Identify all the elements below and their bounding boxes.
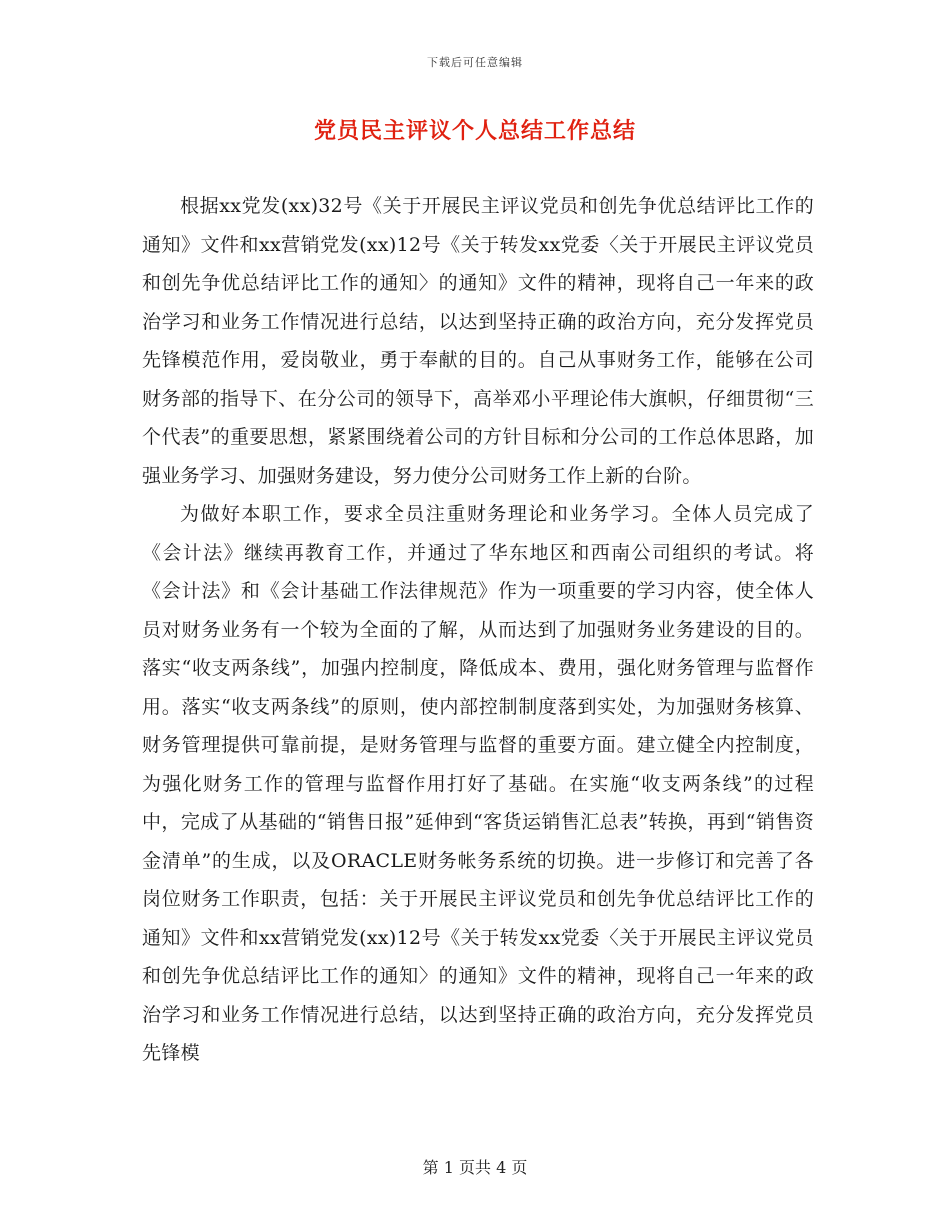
document-title: 党员民主评议个人总结工作总结 <box>313 118 636 144</box>
header-note: 下载后可任意编辑 <box>427 56 523 69</box>
paragraph-2: 为做好本职工作，要求全员注重财务理论和业务学习。全体人员完成了《会计法》继续再教育工作，并通过了华东地区和西南公司组织的考试。将《会计法》和《会计基础工作法律规范》作为一项重要的学习内容，使全体人员对财务业务有一个较为全面的了解，从而达到了加强财务业务建设的目的。落实“收支两条线”，加强内控制度，降低成本、费用，强化财务管理与监督作用。落实“收支两条线”的原则，使内部控制制度落到实处，为加强财务核算、财务管理提供可靠前提，是财务管理与监督的重要方面。建立健全内控制度，为强化财务工作的管理与监督作用打好了基础。在实施“收支两条线”的过程中，完成了从基础的“销售日报”延伸到“客货运销售汇总表”转换，再到“销售资金清单”的生成，以及ORACLE财务帐务系统的切换。进一步修订和完善了各岗位财务工作职责，包括：关于开展民主评议党员和创先争优总结评比工作的通知》文件和xx营销党发(xx)12号《关于转发xx党委〈关于开展民主评议党员和创先争优总结评比工作的通知〉的通知》文件的精神，现将自己一年来的政治学习和业务工作情况进行总结，以达到坚持正确的政治方向，充分发挥党员先锋模 <box>142 503 814 1064</box>
document-body <box>142 187 814 1073</box>
page-number-footer: 第 1 页共 4 页 <box>422 1158 528 1177</box>
paragraph-1: 根据xx党发(xx)32号《关于开展民主评议党员和创先争优总结评比工作的通知》文件和xx营销党发(xx)12号《关于转发xx党委〈关于开展民主评议党员和创先争优总结评比工作的通知〉的通知》文件的精神，现将自己一年来的政治学习和业务工作情况进行总结，以达到坚持正确的政治方向，充分发挥党员先锋模范作用，爱岗敬业，勇于奉献的目的。自己从事财务工作，能够在公司财务部的指导下、在分公司的领导下，高举邓小平理论伟大旗帜，仔细贯彻“三个代表”的重要思想，紧紧围绕着公司的方针目标和分公司的工作总体思路，加强业务学习、加强财务建设，努力使分公司财务工作上新的台阶。 <box>142 195 814 487</box>
